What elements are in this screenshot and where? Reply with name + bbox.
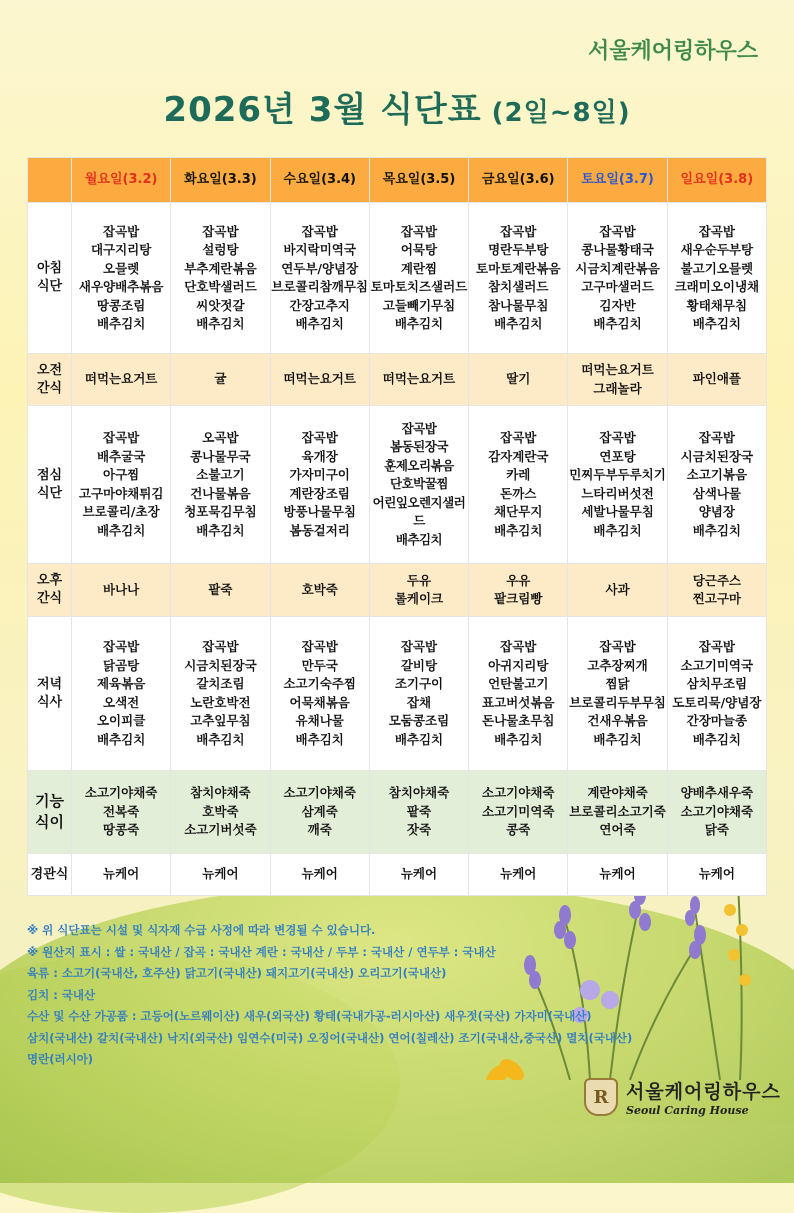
menu-cell: 잡곡밥 갈비탕 조기구이 잡채 모둠콩조림 배추김치 (369, 617, 468, 771)
menu-cell: 사과 (568, 564, 667, 617)
menu-cell: 당근주스 찐고구마 (667, 564, 766, 617)
menu-cell: 소고기야채죽 전복죽 땅콩죽 (72, 771, 171, 854)
meal-label: 기능 식이 (28, 771, 72, 854)
note-line: ※ 위 식단표는 시설 및 식자재 수급 사정에 따라 변경될 수 있습니다. (27, 923, 376, 937)
menu-cell: 잡곡밥 바지락미역국 연두부/양념장 브로콜리참깨무침 간장고추지 배추김치 (270, 203, 369, 354)
menu-cell: 소고기야채죽 소고기미역죽 콩죽 (469, 771, 568, 854)
menu-cell: 호박죽 (270, 564, 369, 617)
menu-cell: 참치야채죽 호박죽 소고기버섯죽 (171, 771, 270, 854)
menu-cell: 뉴케어 (270, 854, 369, 896)
logo-emblem-icon: R (584, 1078, 618, 1116)
day-header-tue: 화요일(3.3) (171, 158, 270, 203)
tube-feeding-row (28, 854, 767, 896)
day-header-wed: 수요일(3.4) (270, 158, 369, 203)
menu-cell: 뉴케어 (171, 854, 270, 896)
menu-cell: 두유 롤케이크 (369, 564, 468, 617)
lunch-row (28, 406, 767, 564)
meal-label: 경관식 (28, 854, 72, 896)
menu-cell: 우유 팥크림빵 (469, 564, 568, 617)
menu-cell: 딸기 (469, 354, 568, 406)
brand-name: 서울케어링하우스 (587, 39, 758, 64)
menu-cell: 잡곡밥 배추굴국 아구찜 고구마야채튀김 브로콜리/초장 배추김치 (72, 406, 171, 564)
menu-cell: 소고기야채죽 삼계죽 깨죽 (270, 771, 369, 854)
afternoon-snack-row (28, 564, 767, 617)
day-header-thu: 목요일(3.5) (369, 158, 468, 203)
menu-cell: 오곡밥 콩나물무국 소불고기 건나물볶음 청포묵김무침 배추김치 (171, 406, 270, 564)
meal-label: 아침 식단 (28, 203, 72, 354)
note-line: 명란(러시아) (27, 1052, 94, 1066)
menu-cell: 잡곡밥 닭곰탕 제육볶음 오색전 오이피클 배추김치 (72, 617, 171, 771)
morning-snack-row (28, 354, 767, 406)
dinner-row (28, 617, 767, 771)
menu-cell: 떠먹는요거트 (72, 354, 171, 406)
menu-cell: 잡곡밥 시금치된장국 소고기볶음 삼색나물 양념장 배추김치 (667, 406, 766, 564)
menu-cell: 잡곡밥 시금치된장국 갈치조림 노란호박전 고추잎무침 배추김치 (171, 617, 270, 771)
meal-label: 오후 간식 (28, 564, 72, 617)
menu-cell: 떠먹는요거트 (270, 354, 369, 406)
menu-cell: 잡곡밥 대구지리탕 오믈렛 새우양배추볶음 땅콩조림 배추김치 (72, 203, 171, 354)
menu-cell: 잡곡밥 감자계란국 카레 돈까스 채단무지 배추김치 (469, 406, 568, 564)
menu-cell: 잡곡밥 소고기미역국 삼치무조림 도토리묵/양념장 간장마늘종 배추김치 (667, 617, 766, 771)
note-line: 수산 및 수산 가공품 : 고등어(노르웨이산) 새우(외국산) 황태(국내가공-러시아산) 새우젓(국산) 가자미(국내산) (27, 1009, 592, 1023)
menu-cell: 바나나 (72, 564, 171, 617)
menu-cell: 잡곡밥 새우순두부탕 불고기오믈렛 크래미오이냉채 황태채무침 배추김치 (667, 203, 766, 354)
menu-cell: 뉴케어 (667, 854, 766, 896)
note-line: 육류 : 소고기(국내산, 호주산) 닭고기(국내산) 돼지고기(국내산) 오리고기(국내산) (27, 966, 447, 980)
page-title (0, 82, 794, 131)
menu-cell: 뉴케어 (469, 854, 568, 896)
menu-cell: 떠먹는요거트 그래놀라 (568, 354, 667, 406)
breakfast-row (28, 203, 767, 354)
menu-cell: 뉴케어 (568, 854, 667, 896)
meal-label: 저녁 식사 (28, 617, 72, 771)
menu-cell: 잡곡밥 설렁탕 부추계란볶음 단호박샐러드 씨앗젓갈 배추김치 (171, 203, 270, 354)
logo-english-name: Seoul Caring House (626, 1104, 749, 1117)
day-header-sat: 토요일(3.7) (568, 158, 667, 203)
menu-cell: 양배추새우죽 소고기야채죽 닭죽 (667, 771, 766, 854)
logo-korean-name: 서울케어링하우스 (626, 1081, 781, 1103)
menu-cell: 잡곡밥 육개장 가자미구이 계란장조림 방풍나물무침 봄동겉저리 (270, 406, 369, 564)
menu-cell: 뉴케어 (369, 854, 468, 896)
meal-label: 점심 식단 (28, 406, 72, 564)
note-line: ※ 원산지 표시 : 쌀 : 국내산 / 잡곡 : 국내산 계란 : 국내산 / 두부 : 국내산 / 연두부 : 국내산 (27, 944, 496, 959)
menu-cell: 귤 (171, 354, 270, 406)
footer-logo (584, 1077, 781, 1117)
menu-cell: 파인애플 (667, 354, 766, 406)
menu-cell: 참치야채죽 팥죽 잣죽 (369, 771, 468, 854)
menu-cell: 잡곡밥 고추장찌개 찜닭 브로콜리두부무침 건새우볶음 배추김치 (568, 617, 667, 771)
day-header-row (28, 158, 767, 203)
menu-cell: 잡곡밥 어묵탕 계란찜 토마토치즈샐러드 고들빼기무침 배추김치 (369, 203, 468, 354)
menu-cell: 팥죽 (171, 564, 270, 617)
day-header-mon: 월요일(3.2) (72, 158, 171, 203)
title-main: 2026년 3월 식단표 (163, 90, 482, 130)
day-header-fri: 금요일(3.6) (469, 158, 568, 203)
menu-cell: 뉴케어 (72, 854, 171, 896)
day-header-sun: 일요일(3.8) (667, 158, 766, 203)
menu-cell: 잡곡밥 콩나물황태국 시금치계란볶음 고구마샐러드 김자반 배추김치 (568, 203, 667, 354)
menu-cell: 잡곡밥 연포탕 민찌두부두루치기 느타리버섯전 세발나물무침 배추김치 (568, 406, 667, 564)
note-line: 김치 : 국내산 (27, 987, 96, 1002)
meal-label: 오전 간식 (28, 354, 72, 406)
menu-cell: 잡곡밥 명란두부탕 토마토계란볶음 참치샐러드 참나물무침 배추김치 (469, 203, 568, 354)
title-range: (2일~8일) (491, 98, 631, 128)
functional-diet-row (28, 771, 767, 854)
menu-cell: 떠먹는요거트 (369, 354, 468, 406)
menu-cell: 잡곡밥 아귀지리탕 언탄불고기 표고버섯볶음 돈나물초무침 배추김치 (469, 617, 568, 771)
menu-cell: 잡곡밥 봄동된장국 훈제오리볶음 단호박꿀찜 어린잎오렌지샐러드 배추김치 (369, 406, 468, 564)
menu-cell: 잡곡밥 만두국 소고기숙주찜 어묵채볶음 유채나물 배추김치 (270, 617, 369, 771)
menu-table (27, 157, 767, 896)
note-line: 삼치(국내산) 갈치(국내산) 낙지(외국산) 임연수(미국) 오징어(국내산) 연어(칠레산) 조기(국내산,중국산) 멸치(국내산) (27, 1030, 633, 1045)
header-corner (28, 158, 72, 203)
menu-cell: 계란야채죽 브로콜리소고기죽 연어죽 (568, 771, 667, 854)
notes-section (27, 920, 727, 1071)
